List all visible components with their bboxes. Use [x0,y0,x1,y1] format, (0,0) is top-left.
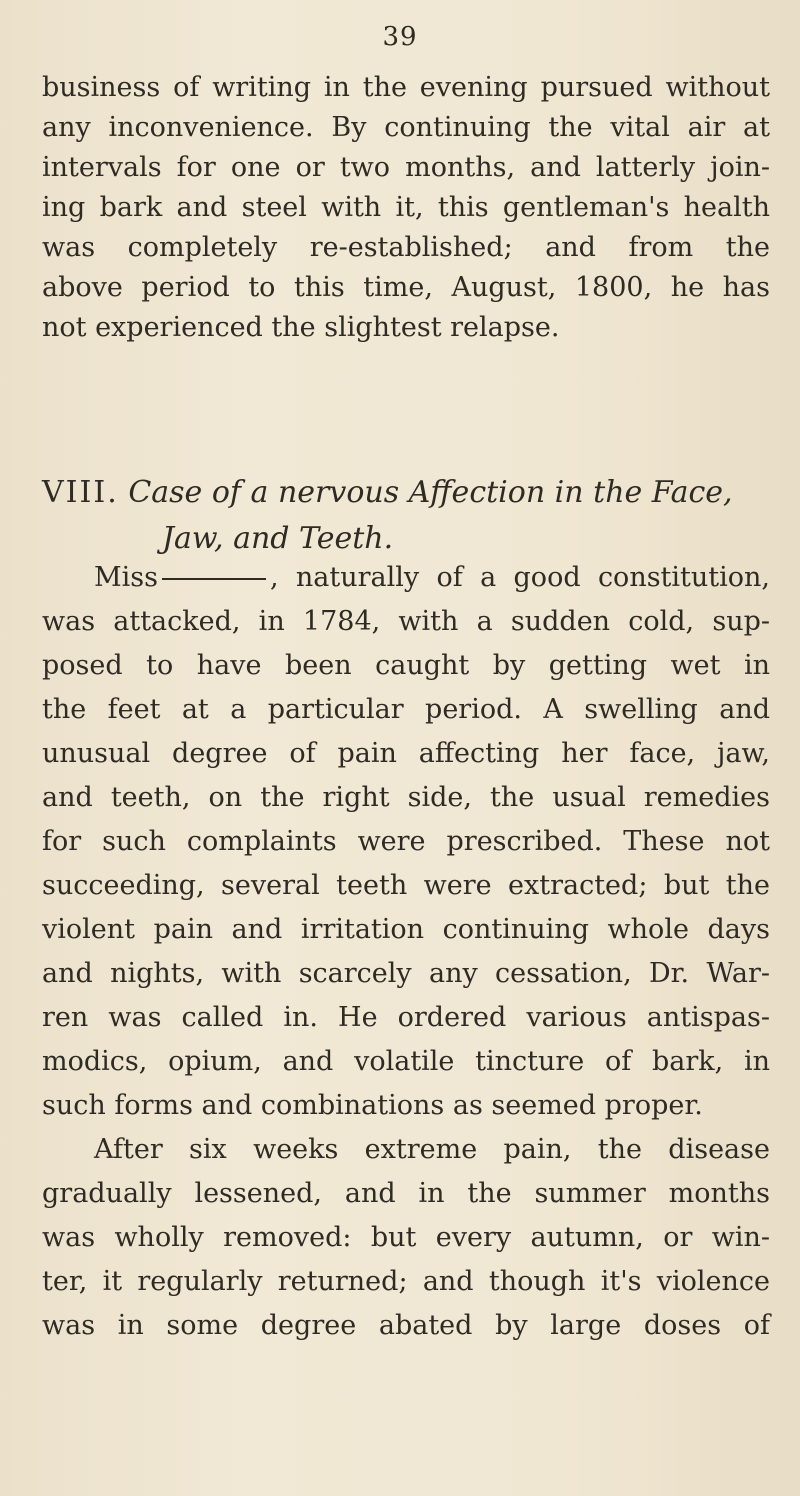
page-number: 39 [382,22,418,52]
text-line: modics, opium, and volatile tincture of bark, in [42,1046,770,1077]
text-line: intervals for one or two months, and latterly join- [42,152,770,183]
case-subtitle: Jaw, and Teeth. [162,521,394,556]
case-number: VIII. [42,475,119,510]
case-title: Case of a nervous Affection in the Face, [128,475,733,510]
paragraph-continuation [42,68,770,348]
text-line: After six weeks extreme pain, the disease [94,1134,770,1165]
text-line: was completely re-established; and from the [42,232,770,263]
case-heading [42,470,770,562]
case-paragraph [42,556,770,1348]
text-line: ren was called in. He ordered various antispas- [42,1002,770,1033]
text-line: business of writing in the evening pursued without [42,72,770,103]
text-line: any inconvenience. By continuing the vital air at [42,112,770,143]
text-line: unusual degree of pain affecting her face, jaw, [42,738,770,769]
text-line: was in some degree abated by large doses of [42,1310,770,1341]
text-line: succeeding, several teeth were extracted; but the [42,870,770,901]
text-line: such forms and combinations as seemed proper. [42,1090,703,1121]
text-line: was wholly removed: but every autumn, or win- [42,1222,770,1253]
text-line: posed to have been caught by getting wet in [42,650,770,681]
text-line: violent pain and irritation continuing whole days [42,914,770,945]
text-line: and nights, with scarcely any cessation, Dr. War- [42,958,770,989]
first-line-rest: , naturally of a good constitution, [270,562,770,593]
text-line: gradually lessened, and in the summer months [42,1178,770,1209]
text-line: not experienced the slightest relapse. [42,312,560,343]
text-line: was attacked, in 1784, with a sudden cold, sup- [42,606,770,637]
text-line: for such complaints were prescribed. These not [42,826,770,857]
text-line: ter, it regularly returned; and though it's violence [42,1266,770,1297]
text-line: ing bark and steel with it, this gentleman's health [42,192,770,223]
text-line-first [42,556,770,600]
text-line: above period to this time, August, 1800, he has [42,272,770,303]
text-line: and teeth, on the right side, the usual remedies [42,782,770,813]
redaction-dash [162,578,266,580]
patient-name: Miss [94,562,158,593]
text-line: the feet at a particular period. A swelling and [42,694,770,725]
